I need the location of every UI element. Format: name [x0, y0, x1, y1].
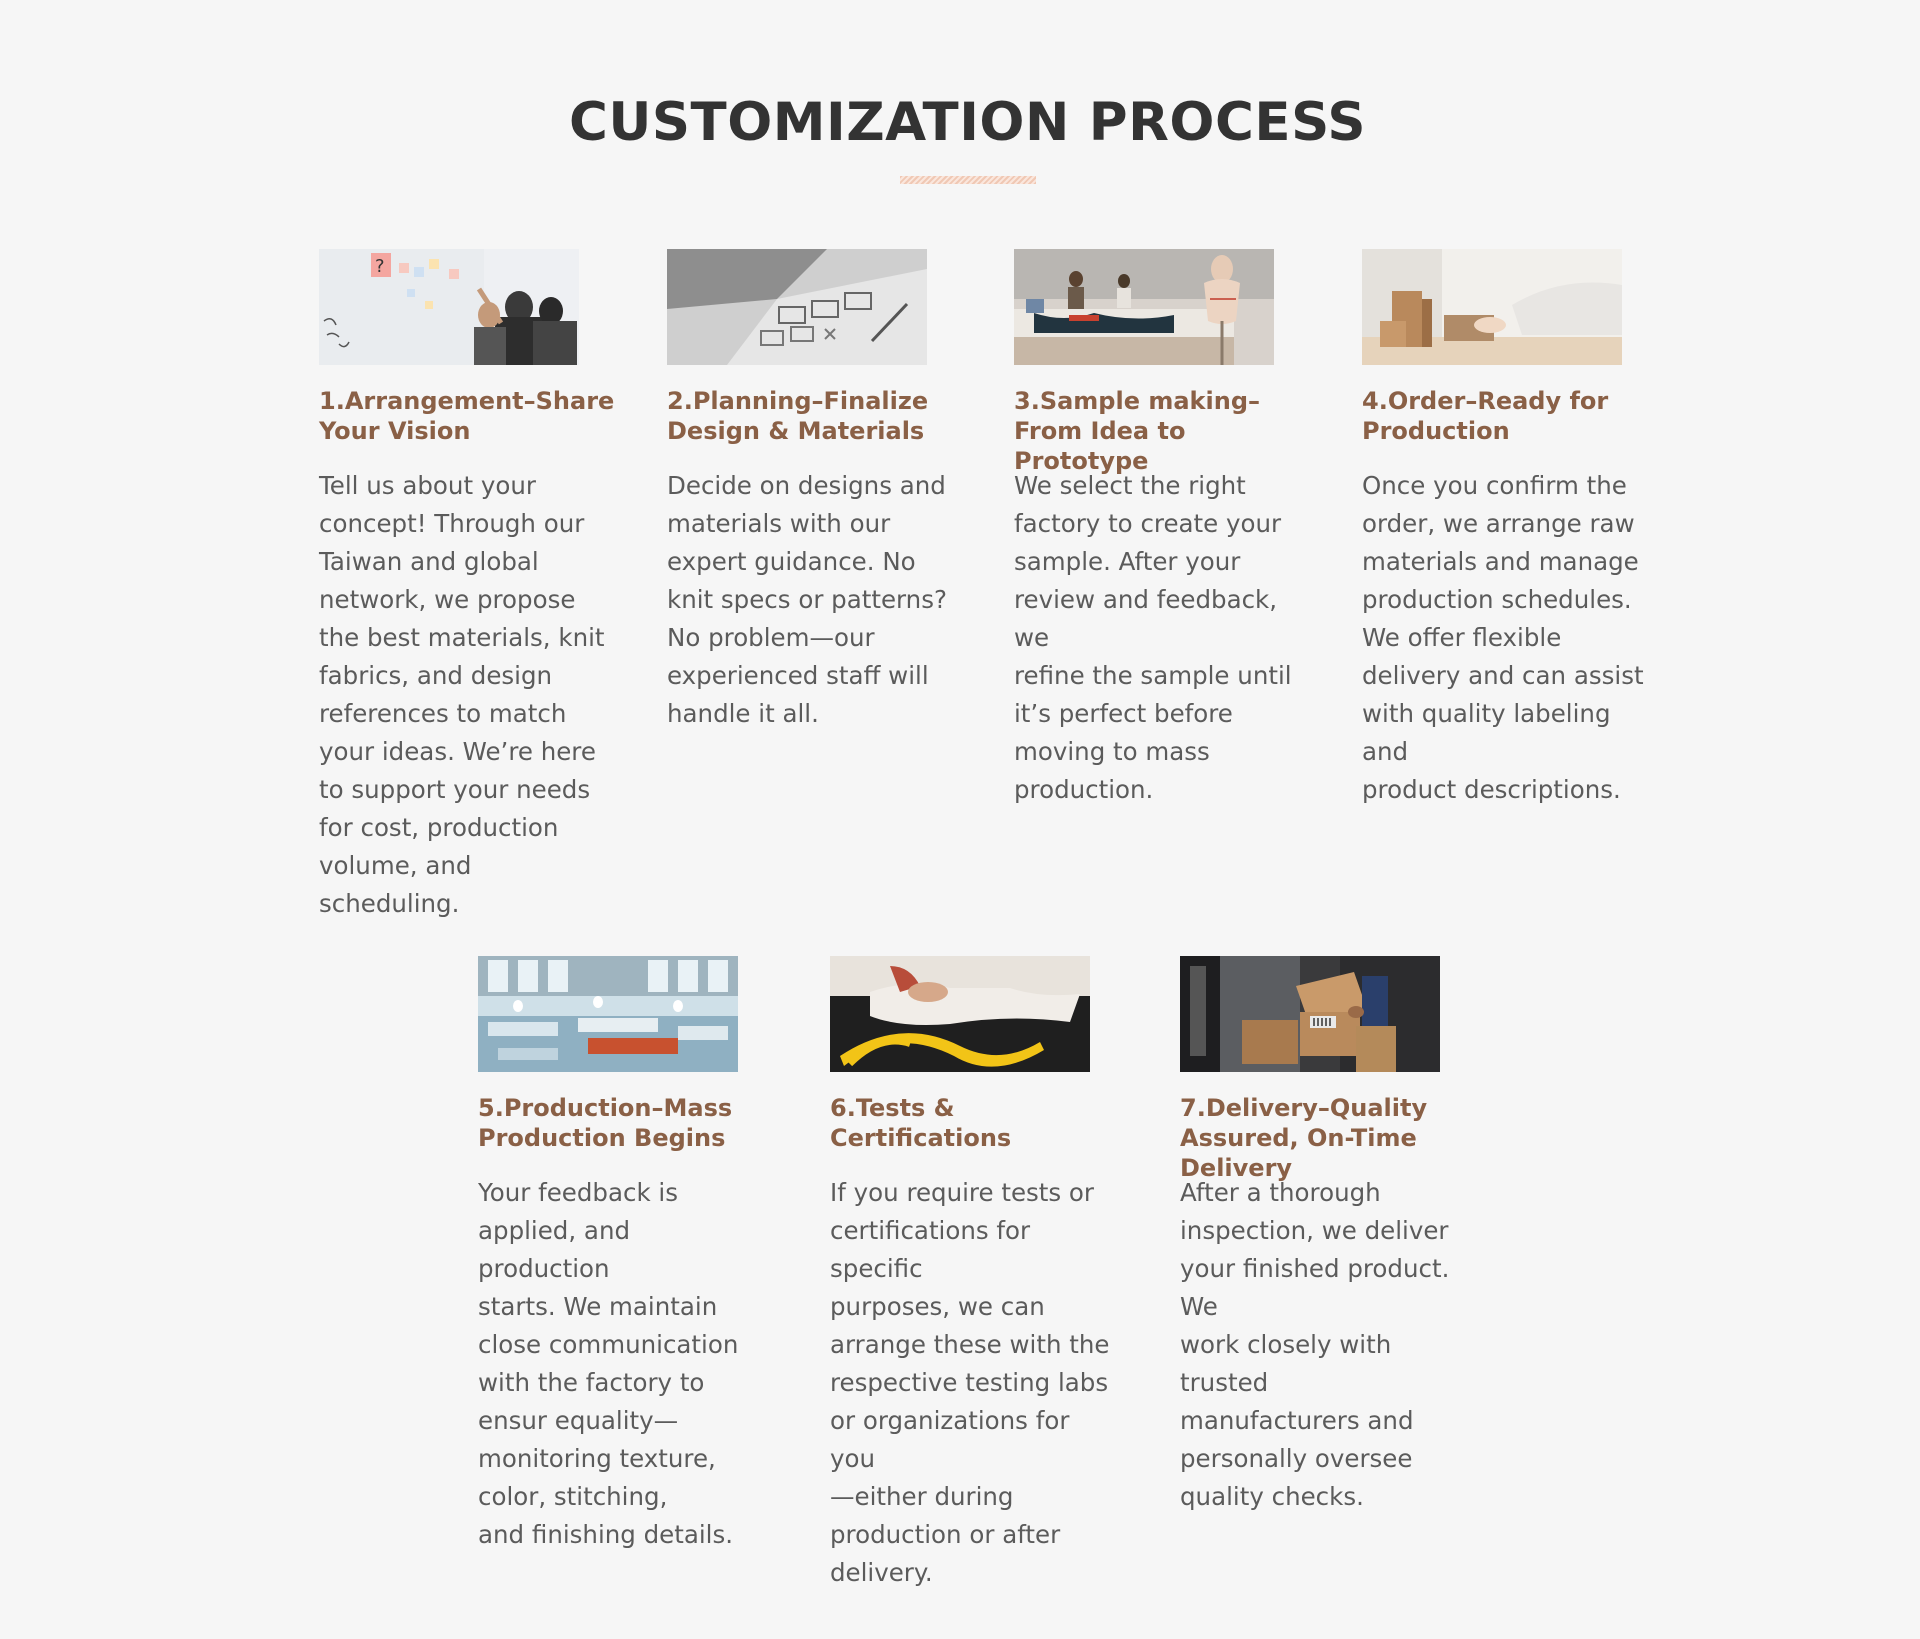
svg-text:?: ? — [375, 256, 385, 277]
team-meeting-image — [319, 249, 579, 365]
step-3-description: We select the right factory to create your sample. After your review and feedback, we refine the sample until it’s perfect before moving to mass production. — [1014, 471, 1292, 804]
step-7-image — [1180, 956, 1440, 1072]
design-sketch-image — [667, 249, 927, 365]
step-1-image — [319, 249, 579, 365]
fabric-measuring-image — [830, 956, 1090, 1072]
step-6-title: 6.Tests & Certifications — [830, 1094, 1012, 1152]
step-3-image — [1014, 249, 1274, 365]
step-3-title: 3.Sample making–From Idea to Prototype — [1014, 387, 1260, 475]
step-2-title: 2.Planning–Finalize Design & Materials — [667, 387, 929, 445]
step-2-description: Decide on designs and materials with our expert guidance. No knit specs or patterns? No problem—our experienced staff will handle it all. — [667, 471, 947, 728]
step-4-description: Once you confirm the order, we arrange raw materials and manage production schedules. We offer flexible delivery and can assist with quality labeling and product descriptions. — [1362, 471, 1644, 804]
step-6-description: If you require tests or certifications for specific purposes, we can arrange these with the respective testing labs or organizations for you —either during production or after delivery. — [830, 1178, 1110, 1587]
step-6-image — [830, 956, 1090, 1072]
garment-factory-image — [478, 956, 738, 1072]
step-5-image — [478, 956, 738, 1072]
laptop-boxes-image — [1362, 249, 1622, 365]
step-4-title: 4.Order–Ready for Production — [1362, 387, 1609, 445]
step-1-description: Tell us about your concept! Through our Taiwan and global network, we propose the best materials, knit fabrics, and design references to match your ideas. We’re here to support your needs for cost, production volume, and scheduling. — [319, 471, 605, 918]
step-7-description: After a thorough inspection, we deliver your finished product. We work closely with trusted manufacturers and personally oversee quality checks. — [1180, 1178, 1450, 1511]
sewing-workshop-image — [1014, 249, 1274, 365]
step-7-title: 7.Delivery–Quality Assured, On-Time Delivery — [1180, 1094, 1428, 1182]
title-underline — [900, 176, 1036, 184]
step-4-image — [1362, 249, 1622, 365]
step-1-title: 1.Arrangement–Share Your Vision — [319, 387, 615, 445]
courier-delivery-image — [1180, 956, 1440, 1072]
step-5-title: 5.Production–Mass Production Begins — [478, 1094, 733, 1152]
section-title: CUSTOMIZATION PROCESS — [568, 92, 1367, 153]
step-2-image — [667, 249, 927, 365]
step-5-description: Your feedback is applied, and production starts. We maintain close communication with the factory to ensur equality— monitoring texture, color, stitching, and finishing details. — [478, 1178, 739, 1549]
